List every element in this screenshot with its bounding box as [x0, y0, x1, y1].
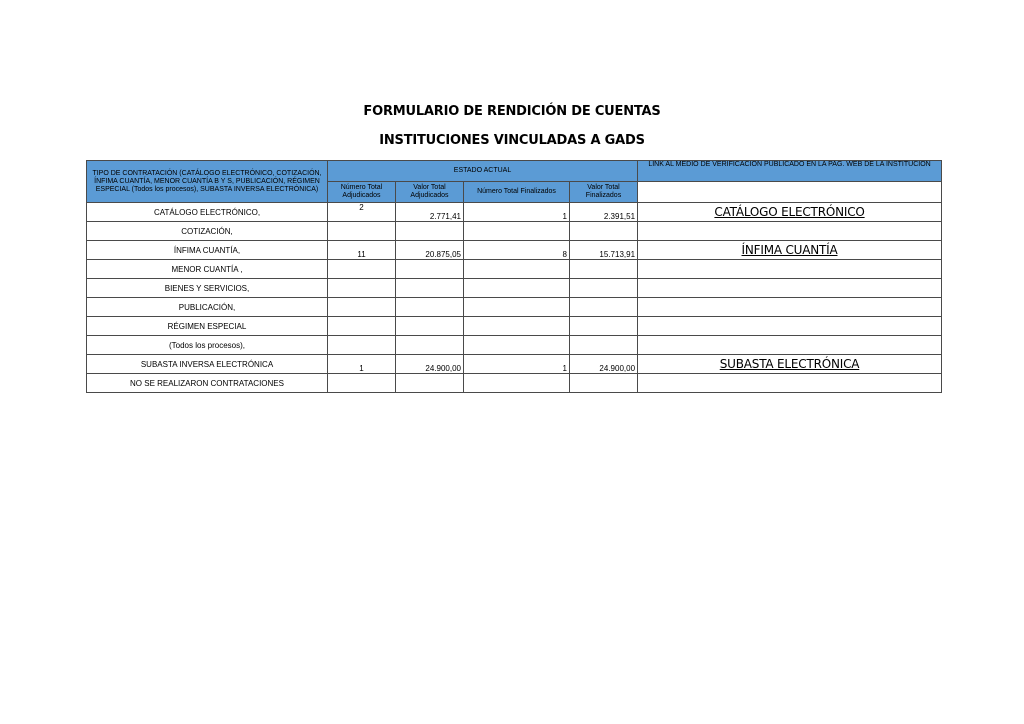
- row-value-finalized: 2.391,51: [570, 203, 638, 222]
- row-num-adjudicated: [328, 336, 396, 355]
- row-value-finalized: [570, 260, 638, 279]
- row-value-finalized: [570, 298, 638, 317]
- row-num-adjudicated: [328, 298, 396, 317]
- header-num-adjudicated: Número Total Adjudicados: [328, 182, 396, 203]
- row-num-finalized: [464, 336, 570, 355]
- table-row: [87, 298, 942, 317]
- row-value-finalized: [570, 317, 638, 336]
- header-contract-type: TIPO DE CONTRATACIÓN (CATÁLOGO ELECTRÓNICO, COTIZACIÓN, ÍNFIMA CUANTÍA, MENOR CUANTÍA B Y S, PUBLICACIÓN, RÉGIMEN ESPECIAL (Todos los procesos), SUBASTA INVERSA ELECTRÓNICA): [87, 161, 328, 203]
- row-contract-type: (Todos los procesos),: [87, 336, 328, 355]
- row-num-finalized: 1: [464, 203, 570, 222]
- row-value-adjudicated: 2.771,41: [396, 203, 464, 222]
- row-verification-link[interactable]: SUBASTA ELECTRÓNICA: [638, 355, 942, 374]
- row-num-adjudicated: 1: [328, 355, 396, 374]
- header-value-finalized: Valor Total Finalizados: [570, 182, 638, 203]
- row-verification-link: [638, 374, 942, 393]
- header-link-blank: [638, 182, 942, 203]
- row-value-adjudicated: [396, 336, 464, 355]
- row-num-adjudicated: [328, 317, 396, 336]
- row-contract-type: BIENES Y SERVICIOS,: [87, 279, 328, 298]
- row-num-finalized: [464, 317, 570, 336]
- row-contract-type: SUBASTA INVERSA ELECTRÓNICA: [87, 355, 328, 374]
- form-title: FORMULARIO DE RENDICIÓN DE CUENTAS: [363, 104, 661, 119]
- row-verification-link: [638, 260, 942, 279]
- row-num-adjudicated: 11: [328, 241, 396, 260]
- row-value-adjudicated: 20.875,05: [396, 241, 464, 260]
- row-value-finalized: [570, 222, 638, 241]
- table-row: [87, 336, 942, 355]
- row-value-adjudicated: [396, 317, 464, 336]
- row-value-finalized: 15.713,91: [570, 241, 638, 260]
- table-row: [87, 222, 942, 241]
- row-num-adjudicated: [328, 374, 396, 393]
- row-num-adjudicated: [328, 260, 396, 279]
- row-contract-type: PUBLICACIÓN,: [87, 298, 328, 317]
- contracts-table: [86, 160, 942, 393]
- row-contract-type: RÉGIMEN ESPECIAL: [87, 317, 328, 336]
- row-value-adjudicated: [396, 298, 464, 317]
- table-row: [87, 317, 942, 336]
- row-contract-type: ÍNFIMA CUANTÍA,: [87, 241, 328, 260]
- row-verification-link[interactable]: CATÁLOGO ELECTRÓNICO: [638, 203, 942, 222]
- row-num-adjudicated: 2: [328, 203, 396, 222]
- table-row: [87, 241, 942, 260]
- table-row: [87, 355, 942, 374]
- row-verification-link: [638, 317, 942, 336]
- row-contract-type: NO SE REALIZARON CONTRATACIONES: [87, 374, 328, 393]
- row-value-finalized: [570, 336, 638, 355]
- row-num-finalized: 1: [464, 355, 570, 374]
- row-value-finalized: 24.900,00: [570, 355, 638, 374]
- row-contract-type: CATÁLOGO ELECTRÓNICO,: [87, 203, 328, 222]
- header-num-finalized: Número Total Finalizados: [464, 182, 570, 203]
- row-contract-type: MENOR CUANTÍA ,: [87, 260, 328, 279]
- row-contract-type: COTIZACIÓN,: [87, 222, 328, 241]
- row-value-adjudicated: [396, 374, 464, 393]
- row-value-finalized: [570, 374, 638, 393]
- row-num-adjudicated: [328, 279, 396, 298]
- header-current-status: ESTADO ACTUAL: [328, 161, 638, 182]
- row-verification-link: [638, 298, 942, 317]
- form-subtitle: INSTITUCIONES VINCULADAS A GADS: [379, 133, 645, 148]
- header-value-adjudicated: Valor Total Adjudicados: [396, 182, 464, 203]
- table-row: [87, 374, 942, 393]
- table-row: [87, 279, 942, 298]
- row-num-finalized: 8: [464, 241, 570, 260]
- row-num-finalized: [464, 279, 570, 298]
- row-verification-link: [638, 279, 942, 298]
- header-verification-link: LINK AL MEDIO DE VERIFICACIÓN PUBLICADO EN LA PAG. WEB DE LA INSTITUCIÓN: [638, 161, 942, 182]
- row-num-adjudicated: [328, 222, 396, 241]
- table-row: [87, 260, 942, 279]
- row-value-finalized: [570, 279, 638, 298]
- row-value-adjudicated: [396, 279, 464, 298]
- row-num-finalized: [464, 374, 570, 393]
- table-body: [87, 203, 942, 393]
- row-num-finalized: [464, 298, 570, 317]
- row-verification-link: [638, 222, 942, 241]
- row-value-adjudicated: [396, 222, 464, 241]
- row-verification-link: [638, 336, 942, 355]
- table-row: [87, 203, 942, 222]
- row-num-finalized: [464, 222, 570, 241]
- row-value-adjudicated: [396, 260, 464, 279]
- row-value-adjudicated: 24.900,00: [396, 355, 464, 374]
- row-verification-link[interactable]: ÍNFIMA CUANTÍA: [638, 241, 942, 260]
- row-num-finalized: [464, 260, 570, 279]
